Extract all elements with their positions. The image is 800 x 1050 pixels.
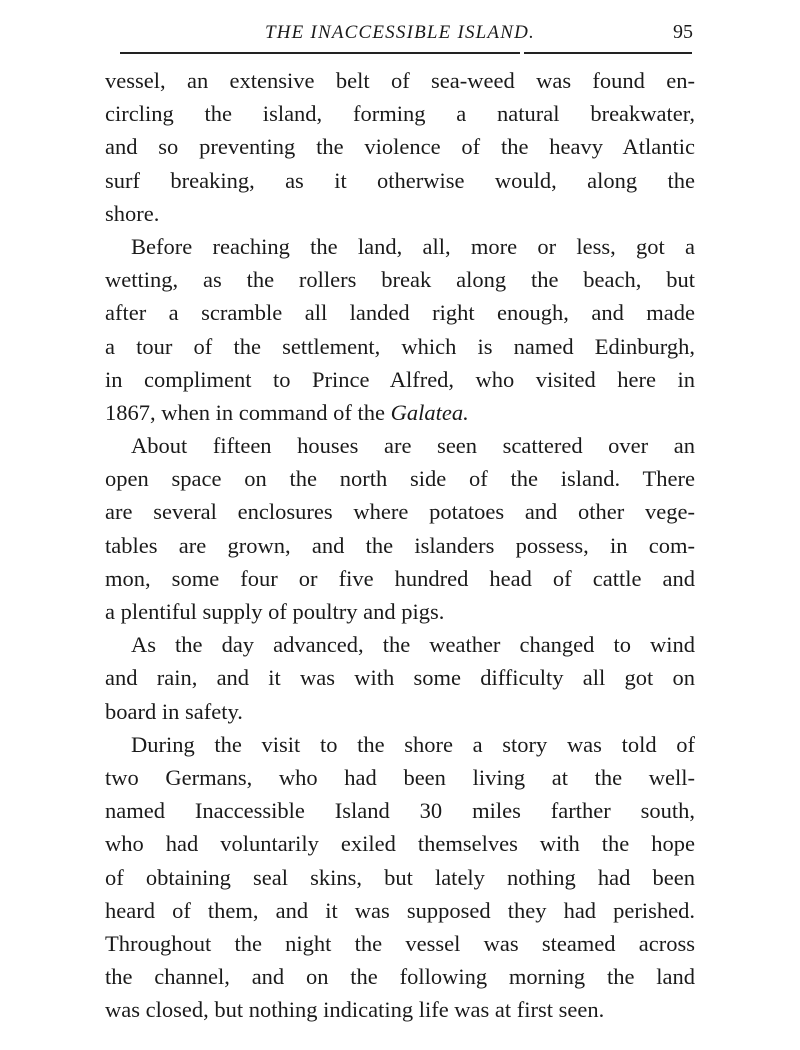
text-line: wetting, as the rollers break along the beach, but [105, 267, 695, 293]
text-line: are several enclosures where potatoes and other vege- [105, 499, 695, 525]
paragraph-4 [105, 628, 695, 728]
text-line: two Germans, who had been living at the well- [105, 764, 695, 790]
header-rule [524, 52, 692, 54]
text-line: As the day advanced, the weather changed to wind [131, 632, 695, 658]
text-line: was closed, but nothing indicating life was at first seen. [105, 997, 605, 1023]
text-line: and rain, and it was with some difficulty all got on [105, 665, 695, 691]
text-line: in compliment to Prince Alfred, who visited here in [105, 366, 695, 392]
text-line: Throughout the night the vessel was steamed across [105, 930, 695, 956]
header-rule [120, 52, 520, 54]
text-line: who had voluntarily exiled themselves with the hope [105, 831, 695, 857]
text-line [105, 396, 695, 429]
paragraph-2 [105, 230, 695, 429]
text-line: circling the island, forming a natural breakwater, [105, 101, 695, 127]
page-number: 95 [673, 21, 693, 43]
text-line: surf breaking, as it otherwise would, along the [105, 167, 695, 193]
paragraph-3 [105, 429, 695, 628]
text-line: after a scramble all landed right enough, and made [105, 300, 695, 326]
text-line: mon, some four or five hundred head of cattle and [105, 565, 695, 591]
text-line: and so preventing the violence of the heavy Atlantic [105, 134, 695, 160]
text-line: board in safety. [105, 698, 243, 724]
paragraph-1 [105, 64, 695, 230]
text-fragment: 1867, when in command of the [105, 399, 391, 425]
text-line: a tour of the settlement, which is named Edinburgh, [105, 333, 695, 359]
body-text [105, 64, 695, 1026]
text-line: During the visit to the shore a story was told of [131, 731, 695, 757]
text-line: tables are grown, and the islanders possess, in com- [105, 532, 695, 558]
text-line: heard of them, and it was supposed they had perished. [105, 897, 695, 923]
ship-name: Galatea. [390, 399, 469, 425]
paragraph-5 [105, 728, 695, 1027]
running-header [105, 18, 695, 48]
text-line: open space on the north side of the island. There [105, 466, 695, 492]
text-line: named Inaccessible Island 30 miles farther south, [105, 798, 695, 824]
text-line: vessel, an extensive belt of sea-weed was found en- [105, 68, 695, 93]
text-line: shore. [105, 200, 160, 226]
text-line: a plentiful supply of poultry and pigs. [105, 599, 445, 624]
text-line: of obtaining seal skins, but lately nothing had been [105, 864, 695, 890]
text-line: Before reaching the land, all, more or less, got a [131, 233, 695, 259]
running-title: THE INACCESSIBLE ISLAND. [264, 22, 535, 43]
text-line: the channel, and on the following morning the land [105, 964, 695, 990]
text-line: About fifteen houses are seen scattered over an [131, 433, 695, 459]
